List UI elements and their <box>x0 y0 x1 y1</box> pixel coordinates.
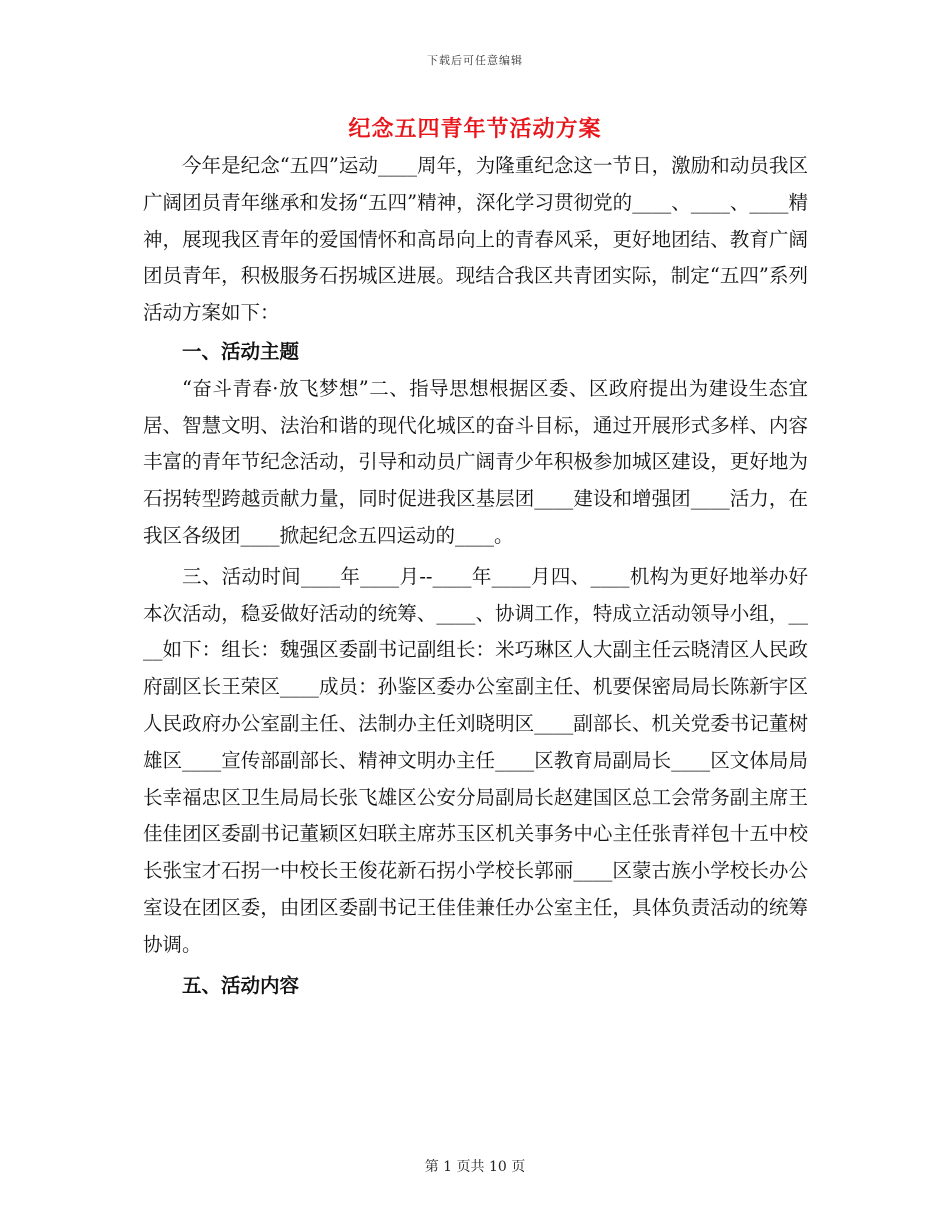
document-title: 纪念五四青年节活动方案 <box>348 116 602 142</box>
intro-paragraph: 今年是纪念“五四”运动____周年，为隆重纪念这一节日，激励和动员我区广阔团员青年继承和发扬“五四”精神，深化学习贯彻党的____、____、____精神，展现我区青年的爱国情怀和高昂向上的青春风采，更好地团结、教育广阔团员青年，积极服务石拐城区进展。现结合我区共青团实际，制定“五四”系列活动方案如下： <box>143 154 808 325</box>
theme-guidance-paragraph: “奋斗青春·放飞梦想”二、指导思想根据区委、区政府提出为建设生态宜居、智慧文明、法治和谐的现代化城区的奋斗目标，通过开展形式多样、内容丰富的青年节纪念活动，引导和动员广阔青少年积极参加城区建设，更好地为石拐转型跨越贡献力量，同时促进我区基层团____建设和增强团____活力，在我区各级团____掀起纪念五四运动的____。 <box>143 376 808 547</box>
section-heading-theme: 一、活动主题 <box>182 339 300 363</box>
page-number-footer: 第 1 页共 10 页 <box>424 1159 526 1175</box>
document-body <box>143 148 808 1004</box>
time-organization-paragraph: 三、活动时间____年____月--____年____月四、____机构为更好地举办好本次活动，稳妥做好活动的统筹、____、协调工作，特成立活动领导小组，____如下：组长：魏强区委副书记副组长：米巧琳区人大副主任云晓清区人民政府副区长王荣区____成员：孙鉴区委办公室副主任、机要保密局局长陈新宇区人民政府办公室副主任、法制办主任刘晓明区____副部长、机关党委书记董树雄区____宣传部副部长、精神文明办主任____区教育局副局长____区文体局局长幸福忠区卫生局局长张飞雄区公安分局副局长赵建国区总工会常务副主席王佳佳团区委副书记董颖区妇联主席苏玉区机关事务中心主任张青祥包十五中校长张宝才石拐一中校长王俊花新石拐小学校长郭丽____区蒙古族小学校长办公室设在团区委，由团区委副书记王佳佳兼任办公室主任，具体负责活动的统筹协调。 <box>143 564 808 956</box>
section-heading-content: 五、活动内容 <box>182 973 300 997</box>
page-header-note: 下载后可任意编辑 <box>427 54 523 67</box>
